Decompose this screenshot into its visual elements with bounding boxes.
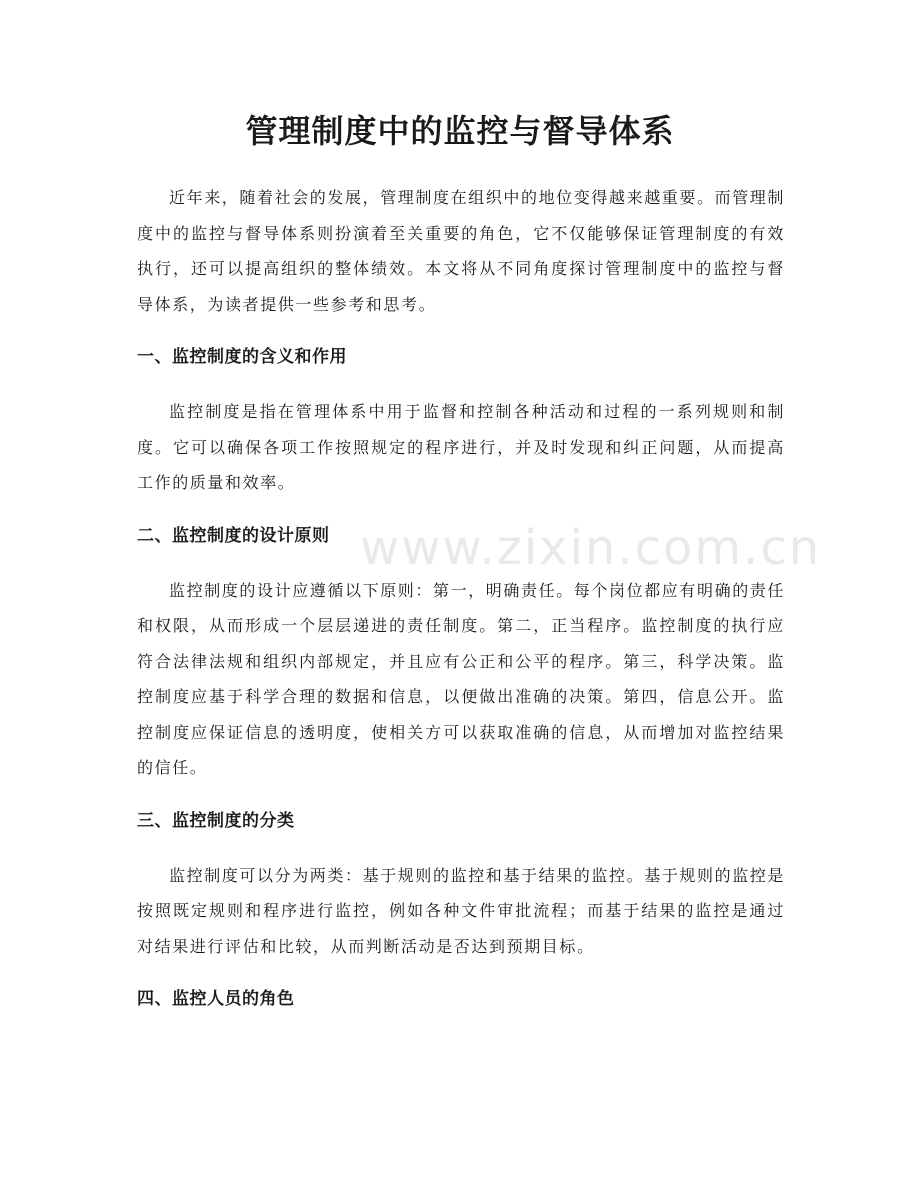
section-2-heading: 二、监控制度的设计原则	[137, 525, 330, 546]
section-1-heading: 一、监控制度的含义和作用	[137, 347, 347, 367]
section-4-heading: 四、监控人员的角色	[137, 989, 295, 1009]
section-2-paragraph: 监控制度的设计应遵循以下原则：第一，明确责任。每个岗位都应有明确的责任和权限，从而形成一个层层递进的责任制度。第二，正当程序。监控制度的执行应符合法律法规和组织内部规定，并且应有公正和公平的程序。第三，科学决策。监控制度应基于科学合理的数据和信息，以便做出准确的决策。第四，信息公开。监控制度应保证信息的透明度，使相关方可以获取准确的信息，从而增加对监控结果的信任。	[137, 580, 786, 777]
section-1-paragraph: 监控制度是指在管理体系中用于监督和控制各种活动和过程的一系列规则和制度。它可以确保各项工作按照规定的程序进行，并及时发现和纠正问题，从而提高工作的质量和效率。	[137, 402, 785, 492]
intro-paragraph: 近年来，随着社会的发展，管理制度在组织中的地位变得越来越重要。而管理制度中的监控与督导体系则扮演着至关重要的角色，它不仅能够保证管理制度的有效执行，还可以提高组织的整体绩效。本文将从不同角度探讨管理制度中的监控与督导体系，为读者提供一些参考和思考。	[137, 188, 786, 314]
watermark-text: www.zixin.com.cn	[360, 520, 822, 576]
section-3-paragraph: 监控制度可以分为两类：基于规则的监控和基于结果的监控。基于规则的监控是按照既定规则和程序进行监控，例如各种文件审批流程；而基于结果的监控是通过对结果进行评估和比较，从而判断活动是否达到预期目标。	[137, 865, 786, 956]
section-3-heading: 三、监控制度的分类	[137, 810, 295, 831]
document-body	[137, 180, 785, 1014]
page-title: 管理制度中的监控与督导体系	[245, 112, 675, 150]
